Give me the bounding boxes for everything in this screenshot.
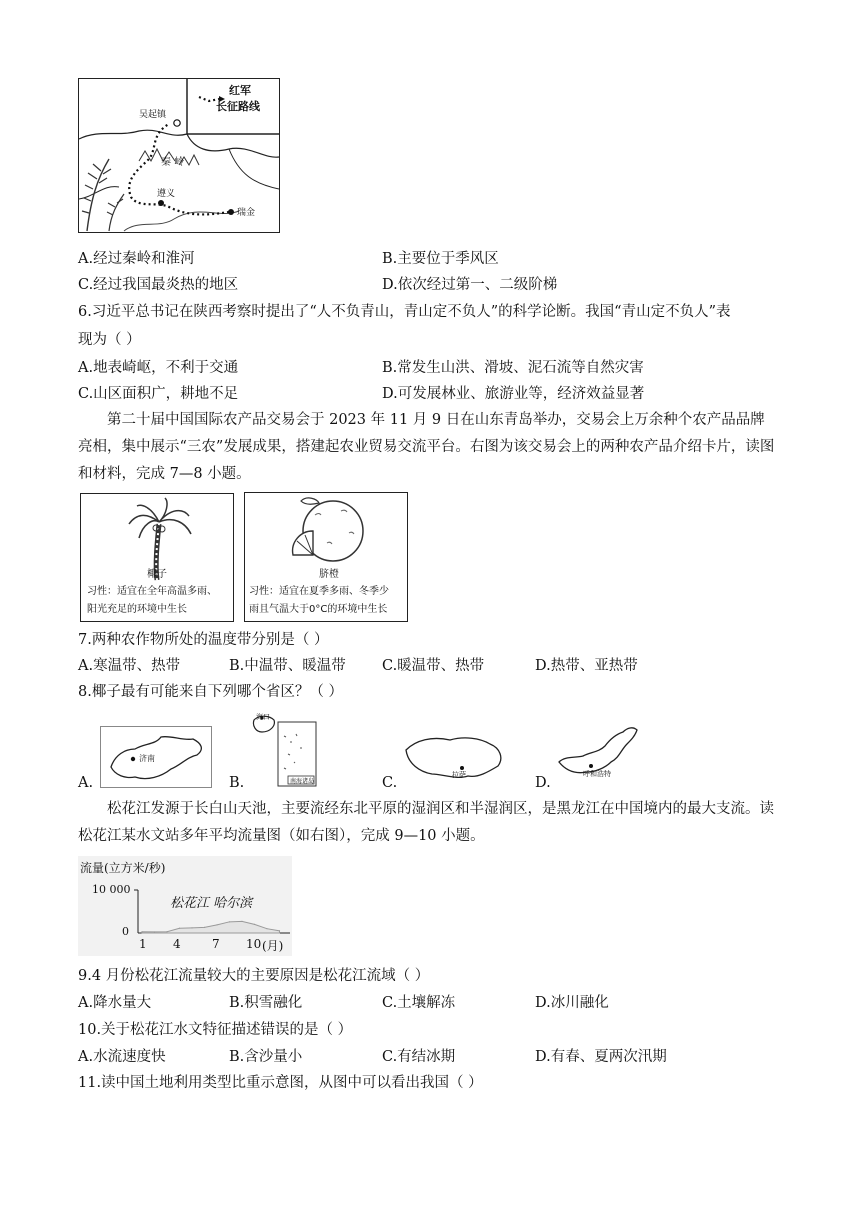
q7-option-a[interactable]: A.寒温带、热带 (78, 658, 181, 674)
chart-ytick-top: 10 000 (92, 883, 131, 896)
orange-habit-1: 习性：适宜在夏季多雨、冬季少 (249, 586, 389, 597)
q7-option-c[interactable]: C.暖温带、热带 (382, 658, 485, 674)
place-zunyi: 遵义 (157, 189, 176, 199)
map-a-city: 济南 (139, 754, 155, 763)
q6-option-c[interactable]: C.山区面积广，耕地不足 (78, 386, 239, 402)
flow-point-month-3 (166, 931, 167, 932)
coconut-name: 椰子 (147, 569, 167, 580)
q6-option-b[interactable]: B.常发生山洪、滑坡、泥石流等自然灾害 (382, 360, 644, 376)
q9-option-b[interactable]: B.积雪融化 (229, 995, 303, 1011)
q6-option-a[interactable]: A.地表崎岖，不利于交通 (78, 360, 239, 376)
q9-stem: 9.4 月份松花江流量较大的主要原因是松花江流域（ ） (78, 968, 430, 984)
q6-option-d[interactable]: D.可发展林业、旅游业等，经济效益显著 (382, 386, 645, 402)
province-map-a (100, 726, 212, 788)
material-9-10 (78, 796, 778, 850)
chart-xtick-4: 4 (173, 937, 181, 951)
material-9-10-text: 松花江发源于长白山天池，主要流经东北平原的湿润区和半湿润区，是黑龙江在中国境内的最大支流。读松花江某水文站多年平均流量图（如右图），完成 9—10 小题。 (78, 801, 774, 844)
q10-option-a[interactable]: A.水流速度快 (78, 1049, 166, 1065)
q10-option-d[interactable]: D.有春、夏两次汛期 (535, 1049, 667, 1065)
coconut-habit-2: 阳光充足的环境中生长 (87, 604, 187, 615)
q7-option-b[interactable]: B.中温带、暖温带 (229, 658, 346, 674)
flow-point-month-7 (216, 924, 217, 925)
flow-point-month-5 (191, 927, 192, 928)
flow-point-month-9 (241, 921, 242, 922)
q9-option-a[interactable]: A.降水量大 (78, 995, 152, 1011)
flow-point-month-6 (204, 927, 205, 928)
q9-option-d[interactable]: D.冰川融化 (535, 995, 609, 1011)
place-ruijin: 瑞金 (237, 208, 256, 218)
orange-name: 脐橙 (319, 569, 339, 580)
q10-option-b[interactable]: B.含沙量小 (229, 1049, 303, 1065)
q7-option-d[interactable]: D.热带、亚热带 (535, 658, 638, 674)
coconut-card (80, 493, 234, 622)
q8-option-a[interactable]: A. (78, 775, 94, 791)
map-b-city: 海口 (256, 713, 270, 721)
q8-option-b[interactable]: B. (229, 775, 245, 791)
map-c-city: 拉萨 (452, 771, 466, 779)
q5-option-c[interactable]: C.经过我国最炎热的地区 (78, 277, 239, 293)
ruijin-marker (228, 209, 234, 215)
long-march-map (78, 78, 280, 233)
coconut-habit-1: 习性：适宜在全年高温多雨、 (87, 586, 217, 597)
q11-stem: 11.读中国土地利用类型比重示意图，从图中可以看出我国（ ） (78, 1075, 483, 1091)
zunyi-marker (158, 200, 164, 206)
q7-stem: 7.两种农作物所处的温度带分别是（ ） (78, 632, 329, 648)
flow-plot (78, 856, 292, 956)
flow-point-month-1 (141, 931, 142, 932)
q9-option-c[interactable]: C.土壤解冻 (382, 995, 456, 1011)
province-map-b (250, 712, 318, 788)
place-qinling: 秦 岭 (161, 157, 185, 168)
legend-label-1: 红军 (229, 84, 251, 97)
q10-option-c[interactable]: C.有结冰期 (382, 1049, 456, 1065)
flow-point-month-11 (266, 928, 267, 929)
q10-stem: 10.关于松花江水文特征描述错误的是（ ） (78, 1022, 353, 1038)
chart-xlabel: (月) (262, 939, 284, 953)
navel-orange-card (244, 492, 408, 622)
map-b-box: 南海诸岛 (290, 778, 315, 785)
flow-point-month-12 (279, 930, 280, 931)
q5-option-b[interactable]: B.主要位于季风区 (382, 251, 499, 267)
navel-orange-drawing (245, 493, 407, 573)
q8-option-d[interactable]: D. (535, 775, 551, 791)
material-7-8 (78, 407, 778, 488)
q8-option-c[interactable]: C. (382, 775, 398, 791)
chart-title: 松花江 哈尔滨 (170, 896, 253, 911)
flow-point-month-4 (179, 928, 180, 929)
chart-xtick-7: 7 (212, 937, 220, 951)
songhua-flow-chart (78, 856, 292, 956)
province-map-c (402, 732, 506, 786)
material-7-8-text: 第二十届中国国际农产品交易会于 2023 年 11 月 9 日在山东青岛举办，交易会上万余种个农产品品牌亮相，集中展示“三农”发展成果，搭建起农业贸易交流平台。右图为该交易会上的两种农产品介绍卡片，读图和材料，完成 7—8 小题。 (78, 412, 775, 482)
q5-option-d[interactable]: D.依次经过第一、二级阶梯 (382, 277, 558, 293)
orange-habit-2: 雨且气温大于0°C的环境中生长 (249, 604, 388, 615)
flow-point-month-10 (254, 924, 255, 925)
chart-ytick-zero: 0 (122, 925, 129, 938)
flow-area-series (142, 921, 280, 933)
legend-label-2: 长征路线 (216, 100, 260, 113)
flow-point-month-2 (154, 931, 155, 932)
q5-option-a[interactable]: A.经过秦岭和淮河 (78, 251, 195, 267)
chart-xtick-10: 10 (246, 937, 262, 951)
q6-stem-line-1: 6.习近平总书记在陕西考察时提出了“人不负青山，青山定不负人”的科学论断。我国“青山定不负人”表 (78, 304, 731, 320)
province-map-d (555, 722, 647, 786)
place-wuqi: 吴起镇 (139, 110, 167, 120)
wuqi-marker (174, 120, 180, 126)
chart-ylabel: 流量(立方米/秒) (80, 861, 166, 875)
map-d-city: 呼和浩特 (583, 770, 611, 778)
chart-xtick-1: 1 (139, 937, 147, 951)
flow-point-month-8 (229, 921, 230, 922)
q6-stem-line-2: 现为（ ） (78, 332, 141, 348)
q8-stem: 8.椰子最有可能来自下列哪个省区？（ ） (78, 684, 343, 700)
shandong-outline (101, 727, 211, 787)
